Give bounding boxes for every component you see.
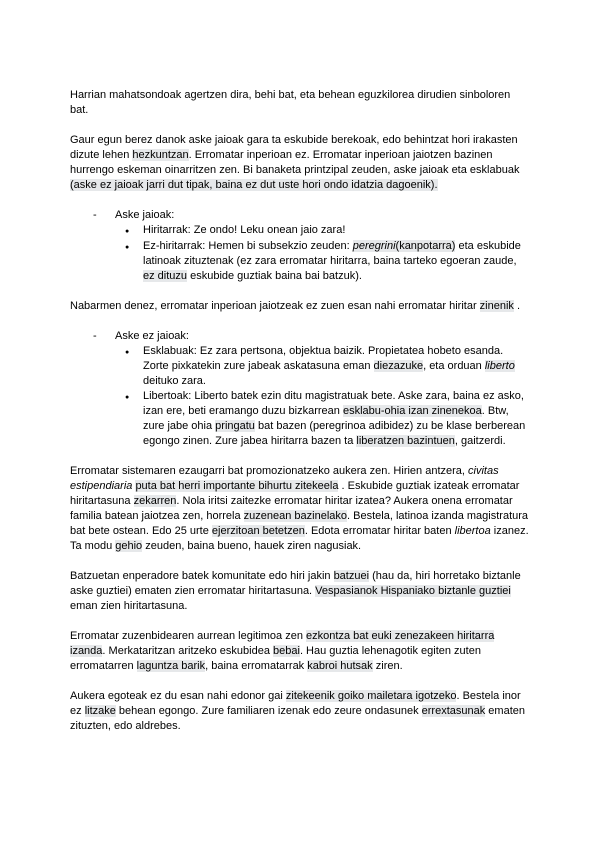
text-run: zeuden, baina bueno, hauek ziren nagusiak. bbox=[142, 540, 362, 552]
text-run: . Merkataritzan aritzeko eskubidea bbox=[102, 645, 274, 657]
paragraph bbox=[70, 464, 530, 554]
text-run: bat bazen (peregrinoa adibidez) zu be klase berberean egongo zinen. Zure jabea hiritarra bazen ta bbox=[143, 420, 526, 447]
paragraph bbox=[70, 629, 530, 674]
list-item bbox=[70, 239, 530, 284]
text-run: Aukera egoteak ez du esan nahi edonor gai bbox=[70, 690, 286, 702]
highlighted-text-run: zitekeenik goiko mailetara igotzeko bbox=[285, 690, 457, 702]
highlighted-text-run: liberatzen bazintuen bbox=[356, 435, 455, 447]
highlighted-text-run: hezkuntzan bbox=[132, 149, 189, 161]
text-run: Erromatar zuzenbidearen aurrean legitimoa zen bbox=[70, 630, 307, 642]
highlighted-text-run: ez dituzu bbox=[143, 270, 188, 282]
text-run: Aske jaioak: bbox=[115, 209, 175, 221]
highlighted-text-run: litzake bbox=[84, 705, 116, 717]
text-run: . bbox=[513, 300, 521, 312]
highlighted-text-run: puta bat herri importante bihurtu zitekeela bbox=[135, 480, 339, 492]
highlighted-text-run: zuzenean bazinelako bbox=[243, 510, 348, 522]
highlighted-text-run: diezazuke bbox=[373, 360, 424, 372]
dash-marker: - bbox=[93, 209, 97, 221]
text-run: Batzuetan enperadore batek komunitate edo hiri jakin bbox=[70, 570, 334, 582]
text-run: Harrian mahatsondoak agertzen dira, behi bat, eta behean eguzkilorea dirudien sinboloren bat. bbox=[70, 89, 511, 116]
text-run: . Bestela inor ez bbox=[70, 690, 521, 717]
text-run: Esklabuak: Ez zara pertsona, objektua baizik. Propietatea hobeto esanda. Zorte pixkatekin zure jabeak askatasuna eman bbox=[143, 345, 504, 372]
bullet-marker: ● bbox=[125, 349, 130, 356]
text-run: . Erromatar inperioan ez. Erromatar inperioan jaiotzen bazinen hurrengo eskeman oinarritzen zen. Bi banaketa printzipal zeuden, aske jaioak eta esklabuak bbox=[70, 149, 520, 176]
text-run: . Nola iritsi zaitezke erromatar hiritar izatea? Aukera onena erromatar familia batean jaiotzea zen, horrela bbox=[70, 495, 513, 522]
list-item-text bbox=[143, 344, 530, 389]
text-run: , gaitzerdi. bbox=[454, 435, 506, 447]
bullet-marker: ● bbox=[125, 244, 130, 251]
italic-text-run: libertoa bbox=[454, 525, 491, 537]
paragraph bbox=[70, 133, 530, 193]
highlighted-text-run: ejerzitoan betetzen bbox=[211, 525, 305, 537]
italic-text-run: civitas estipendiaria bbox=[70, 465, 499, 492]
text-run: deituko zara. bbox=[143, 375, 206, 387]
text-run: . Bestela, latinoa izanda magistratura bat bete ostean. Edo 25 urte bbox=[70, 510, 529, 537]
bullet-list bbox=[70, 208, 530, 284]
highlighted-text-run: (kanpotarra) bbox=[395, 240, 456, 252]
highlighted-text-run: (aske ez jaioak jarri dut tipak, baina ez dut uste hori ondo idatzia dagoenik). bbox=[70, 179, 438, 191]
text-run: Nabarmen denez, erromatar inperioan jaiotzeak ez zuen esan nahi erromatar hiritar bbox=[70, 300, 480, 312]
highlighted-text-run: gehio bbox=[115, 540, 143, 552]
list-item bbox=[70, 223, 530, 239]
bullet-marker: ● bbox=[125, 394, 130, 401]
list-item bbox=[70, 329, 530, 344]
paragraph bbox=[70, 569, 530, 614]
highlighted-text-run: bebai bbox=[273, 645, 300, 657]
text-run: . Eskubide guztiak izateak erromatar hiritartasuna bbox=[70, 480, 520, 507]
list-item-text bbox=[143, 239, 530, 284]
highlighted-text-run: esklabu-ohia izan zinenekoa bbox=[342, 405, 482, 417]
highlighted-text-run: errextasunak bbox=[421, 705, 486, 717]
highlighted-text-run: Vespasianok Hispaniako biztanle guztiei bbox=[315, 585, 511, 597]
dash-marker: - bbox=[93, 330, 97, 342]
paragraph bbox=[70, 88, 530, 118]
list-item bbox=[70, 389, 530, 449]
highlighted-text-run: kabroi hutsak bbox=[307, 660, 373, 672]
text-run: , eta orduan bbox=[423, 360, 485, 372]
text-run: Erromatar sistemaren ezaugarri bat promozionatzeko aukera zen. Hirien antzera, bbox=[70, 465, 469, 477]
list-item-text bbox=[115, 208, 530, 223]
text-run: behean egongo. Zure familiaren izenak edo zeure ondasunek bbox=[115, 705, 422, 717]
text-run: ziren. bbox=[372, 660, 403, 672]
highlighted-text-run: ezkontza bat euki zenezakeen hiritarra izanda bbox=[70, 630, 495, 657]
text-run: . Edota erromatar hiritar baten bbox=[304, 525, 455, 537]
paragraph bbox=[70, 299, 530, 314]
bullet-list bbox=[70, 329, 530, 449]
text-run: Ez-hiritarrak: Hemen bi subsekzio zeuden: bbox=[143, 240, 353, 252]
text-run: eman zien hiritartasuna. bbox=[70, 600, 188, 612]
text-run: izanez. Ta modu bbox=[70, 525, 529, 552]
list-item-text bbox=[143, 223, 530, 238]
list-item-text bbox=[143, 389, 530, 449]
text-run: Hiritarrak: Ze ondo! Leku onean jaio zara! bbox=[143, 224, 346, 236]
text-run: . Hau guztia lehenagotik egiten zuten erromatarren bbox=[70, 645, 481, 672]
text-run: eta eskubide latinoak zituztenak (ez zara erromatar hiritarra, baina tarteko egoeran zaude, bbox=[143, 240, 521, 267]
highlighted-text-run: liberto bbox=[484, 360, 515, 372]
text-run: , baina erromatarrak bbox=[205, 660, 308, 672]
text-run: ematen zituzten, edo aldrebes. bbox=[70, 705, 525, 732]
document-content[interactable] bbox=[70, 88, 530, 734]
paragraph bbox=[70, 689, 530, 734]
highlighted-text-run: peregrini bbox=[352, 240, 396, 252]
highlighted-text-run: batzuei bbox=[333, 570, 370, 582]
highlighted-text-run: laguntza barik bbox=[136, 660, 206, 672]
list-item bbox=[70, 208, 530, 223]
highlighted-text-run: pringatu bbox=[215, 420, 255, 432]
text-run: Gaur egun berez danok aske jaioak gara ta eskubide berekoak, edo behintzat hori irakasten dizute lehen bbox=[70, 134, 518, 161]
bullet-marker: ● bbox=[125, 228, 130, 235]
text-run: Libertoak: Liberto batek ezin ditu magistratuak bete. Aske zara, baina ez asko, izan ere, beti eramango duzu bizkarrean bbox=[143, 390, 524, 417]
highlighted-text-run: zekarren bbox=[133, 495, 177, 507]
list-item-text bbox=[115, 329, 530, 344]
text-run: eskubide guztiak baina bai batzuk). bbox=[187, 270, 362, 282]
highlighted-text-run: zinenik bbox=[479, 300, 514, 312]
list-item bbox=[70, 344, 530, 389]
text-run: Aske ez jaioak: bbox=[115, 330, 189, 342]
text-run: . Btw, zure jabe ohia bbox=[143, 405, 509, 432]
text-run: (hau da, hiri horretako biztanle aske guztiei) ematen zien erromatar hiritartasuna. bbox=[70, 570, 521, 597]
